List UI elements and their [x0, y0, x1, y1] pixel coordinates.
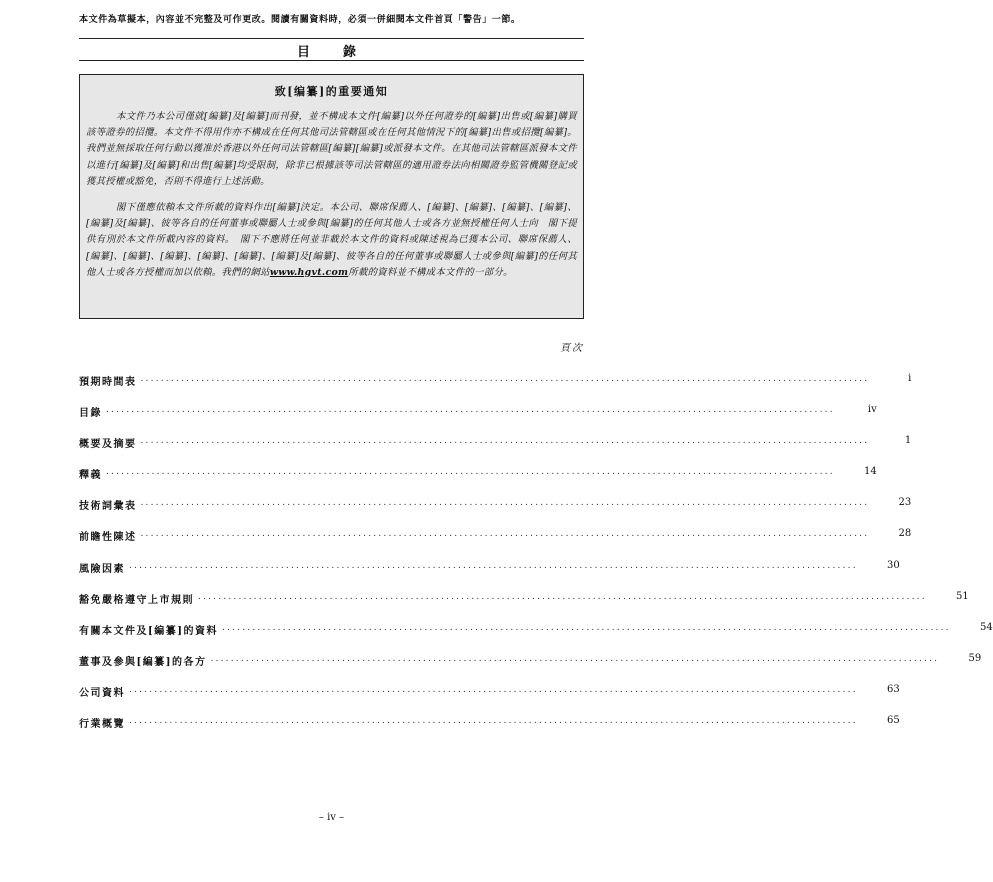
toc-leader-dots: ................................................................................................................................................: [221, 622, 951, 633]
toc-entry-page: iv: [867, 404, 877, 416]
toc-entry-label: 風險因素: [79, 563, 125, 575]
toc-entry-label: 目錄: [79, 408, 102, 420]
toc-entry-label: 董事及參與[編纂]的各方: [79, 656, 207, 668]
toc-leader-dots: ................................................................................................................................................: [140, 498, 870, 509]
toc-entry[interactable]: [79, 497, 912, 528]
toc-entry-page: 59: [968, 652, 982, 664]
notice-paragraph-1: 本文件乃本公司僅就[編纂]及[編纂]而刊發，並不構成本文件[編纂]以外任何證券的[編纂]出售或[編纂]購買該等證券的招攬。本文件不得用作亦不構成在任何其他司法管轄區或在任何其他情況下的[編纂]出售或招攬[編纂]。我們並無採取任何行動以獲准於香港以外任何司法管轄區[編纂][編纂]或派發本文件。在其他司法管轄區派發本文件以進行[編纂]及[編纂]和出售[編纂]均受限制，除非已根據該等司法管轄區的適用證券法向相關證券監管機關登記或獲其授權或豁免，否則不得進行上述活動。: [86, 111, 577, 187]
toc-entry-label: 行業概覽: [79, 719, 125, 731]
notice-paragraph-2-text: 閣下僅應依賴本文件所載的資料作出[編纂]決定。本公司、聯席保薦人、[編纂]、[編纂]、[編纂]、[編纂]、[編纂]及[編纂]、彼等各自的任何董事或聯屬人士或參與[編纂]的任何其他人士或各方並無授權任何人士向 閣下提供有別於本文件所載內容的資料。 閣下不應將任何並非載於本文件的資料或陳述視為已獲本公司、聯席保薦人、[編纂]、[編纂]、[編纂]、[編纂]、[編纂]、[編纂]及[編纂]、彼等各自的任何董事或聯屬人士或參與[編纂]的任何其他人士或各方授權而加以依賴。我們的網站: [86, 202, 577, 278]
toc-entry[interactable]: [79, 652, 982, 684]
toc-leader-dots: ................................................................................................................................................: [210, 653, 940, 664]
toc-entry-page: 14: [864, 466, 877, 478]
toc-entry[interactable]: [79, 404, 877, 435]
important-notice-box: [79, 74, 584, 319]
page-title: 目 錄: [296, 45, 366, 60]
title-rule-bottom: [79, 60, 584, 61]
toc-entry-page: 23: [898, 497, 912, 509]
toc-entry-page: 63: [887, 683, 900, 695]
toc-leader-dots: ................................................................................................................................................: [198, 591, 927, 602]
toc-leader-dots: ................................................................................................................................................: [106, 467, 835, 478]
toc-entry-label: 釋義: [79, 470, 102, 482]
toc-leader-dots: ................................................................................................................................................: [129, 684, 858, 695]
toc-entry-page: 28: [898, 528, 912, 540]
toc-entry-label: 預期時間表: [79, 377, 137, 388]
draft-warning-header: 本文件為草擬本，內容並不完整及可作更改。閱讀有關資料時，必須一併細閱本文件首頁「警告」一節。: [79, 15, 521, 25]
toc-entry[interactable]: [79, 590, 969, 622]
toc-leader-dots: ................................................................................................................................................: [140, 529, 870, 540]
footer-page-number: – iv –: [318, 812, 345, 823]
toc-entry-label: 公司資料: [79, 687, 125, 699]
toc-leader-dots: ................................................................................................................................................: [140, 436, 870, 447]
toc-entry-page: 51: [956, 590, 969, 602]
notice-heading: 致[编纂]的重要通知: [274, 85, 389, 98]
toc-entry-page: 30: [887, 559, 900, 571]
toc-leader-dots: ................................................................................................................................................: [106, 405, 835, 416]
page-column-label: 頁次: [560, 343, 584, 354]
toc-entry-label: 技術詞彙表: [79, 501, 137, 513]
toc-entry[interactable]: [79, 528, 912, 559]
title-rule-top: [79, 38, 584, 39]
notice-paragraph-2-tail: 所載的資料並不構成本文件的一部分。: [348, 266, 513, 278]
toc-entry-page: 65: [887, 715, 900, 727]
toc-entry[interactable]: [79, 683, 900, 715]
website-link[interactable]: www.hgvt.com: [269, 266, 349, 278]
toc-leader-dots: ................................................................................................................................................: [140, 374, 870, 384]
toc-entry-page: 1: [904, 435, 912, 447]
toc-entry-label: 前瞻性陳述: [79, 532, 137, 544]
toc-leader-dots: ................................................................................................................................................: [129, 716, 858, 727]
table-of-contents: [79, 373, 993, 746]
toc-entry[interactable]: [79, 715, 900, 746]
toc-leader-dots: ................................................................................................................................................: [129, 560, 858, 571]
toc-entry-label: 豁免嚴格遵守上市規則: [79, 594, 194, 606]
notice-paragraph-2: [86, 200, 577, 281]
toc-entry-page: 54: [980, 621, 993, 633]
toc-entry-page: i: [908, 373, 912, 384]
toc-entry-label: 有關本文件及[編纂]的資料: [79, 625, 218, 637]
toc-entry[interactable]: [79, 466, 877, 497]
toc-entry[interactable]: [79, 559, 900, 591]
toc-entry-label: 概要及摘要: [79, 439, 137, 451]
toc-entry[interactable]: [79, 373, 912, 404]
toc-entry[interactable]: [79, 621, 993, 653]
toc-entry[interactable]: [79, 435, 912, 466]
